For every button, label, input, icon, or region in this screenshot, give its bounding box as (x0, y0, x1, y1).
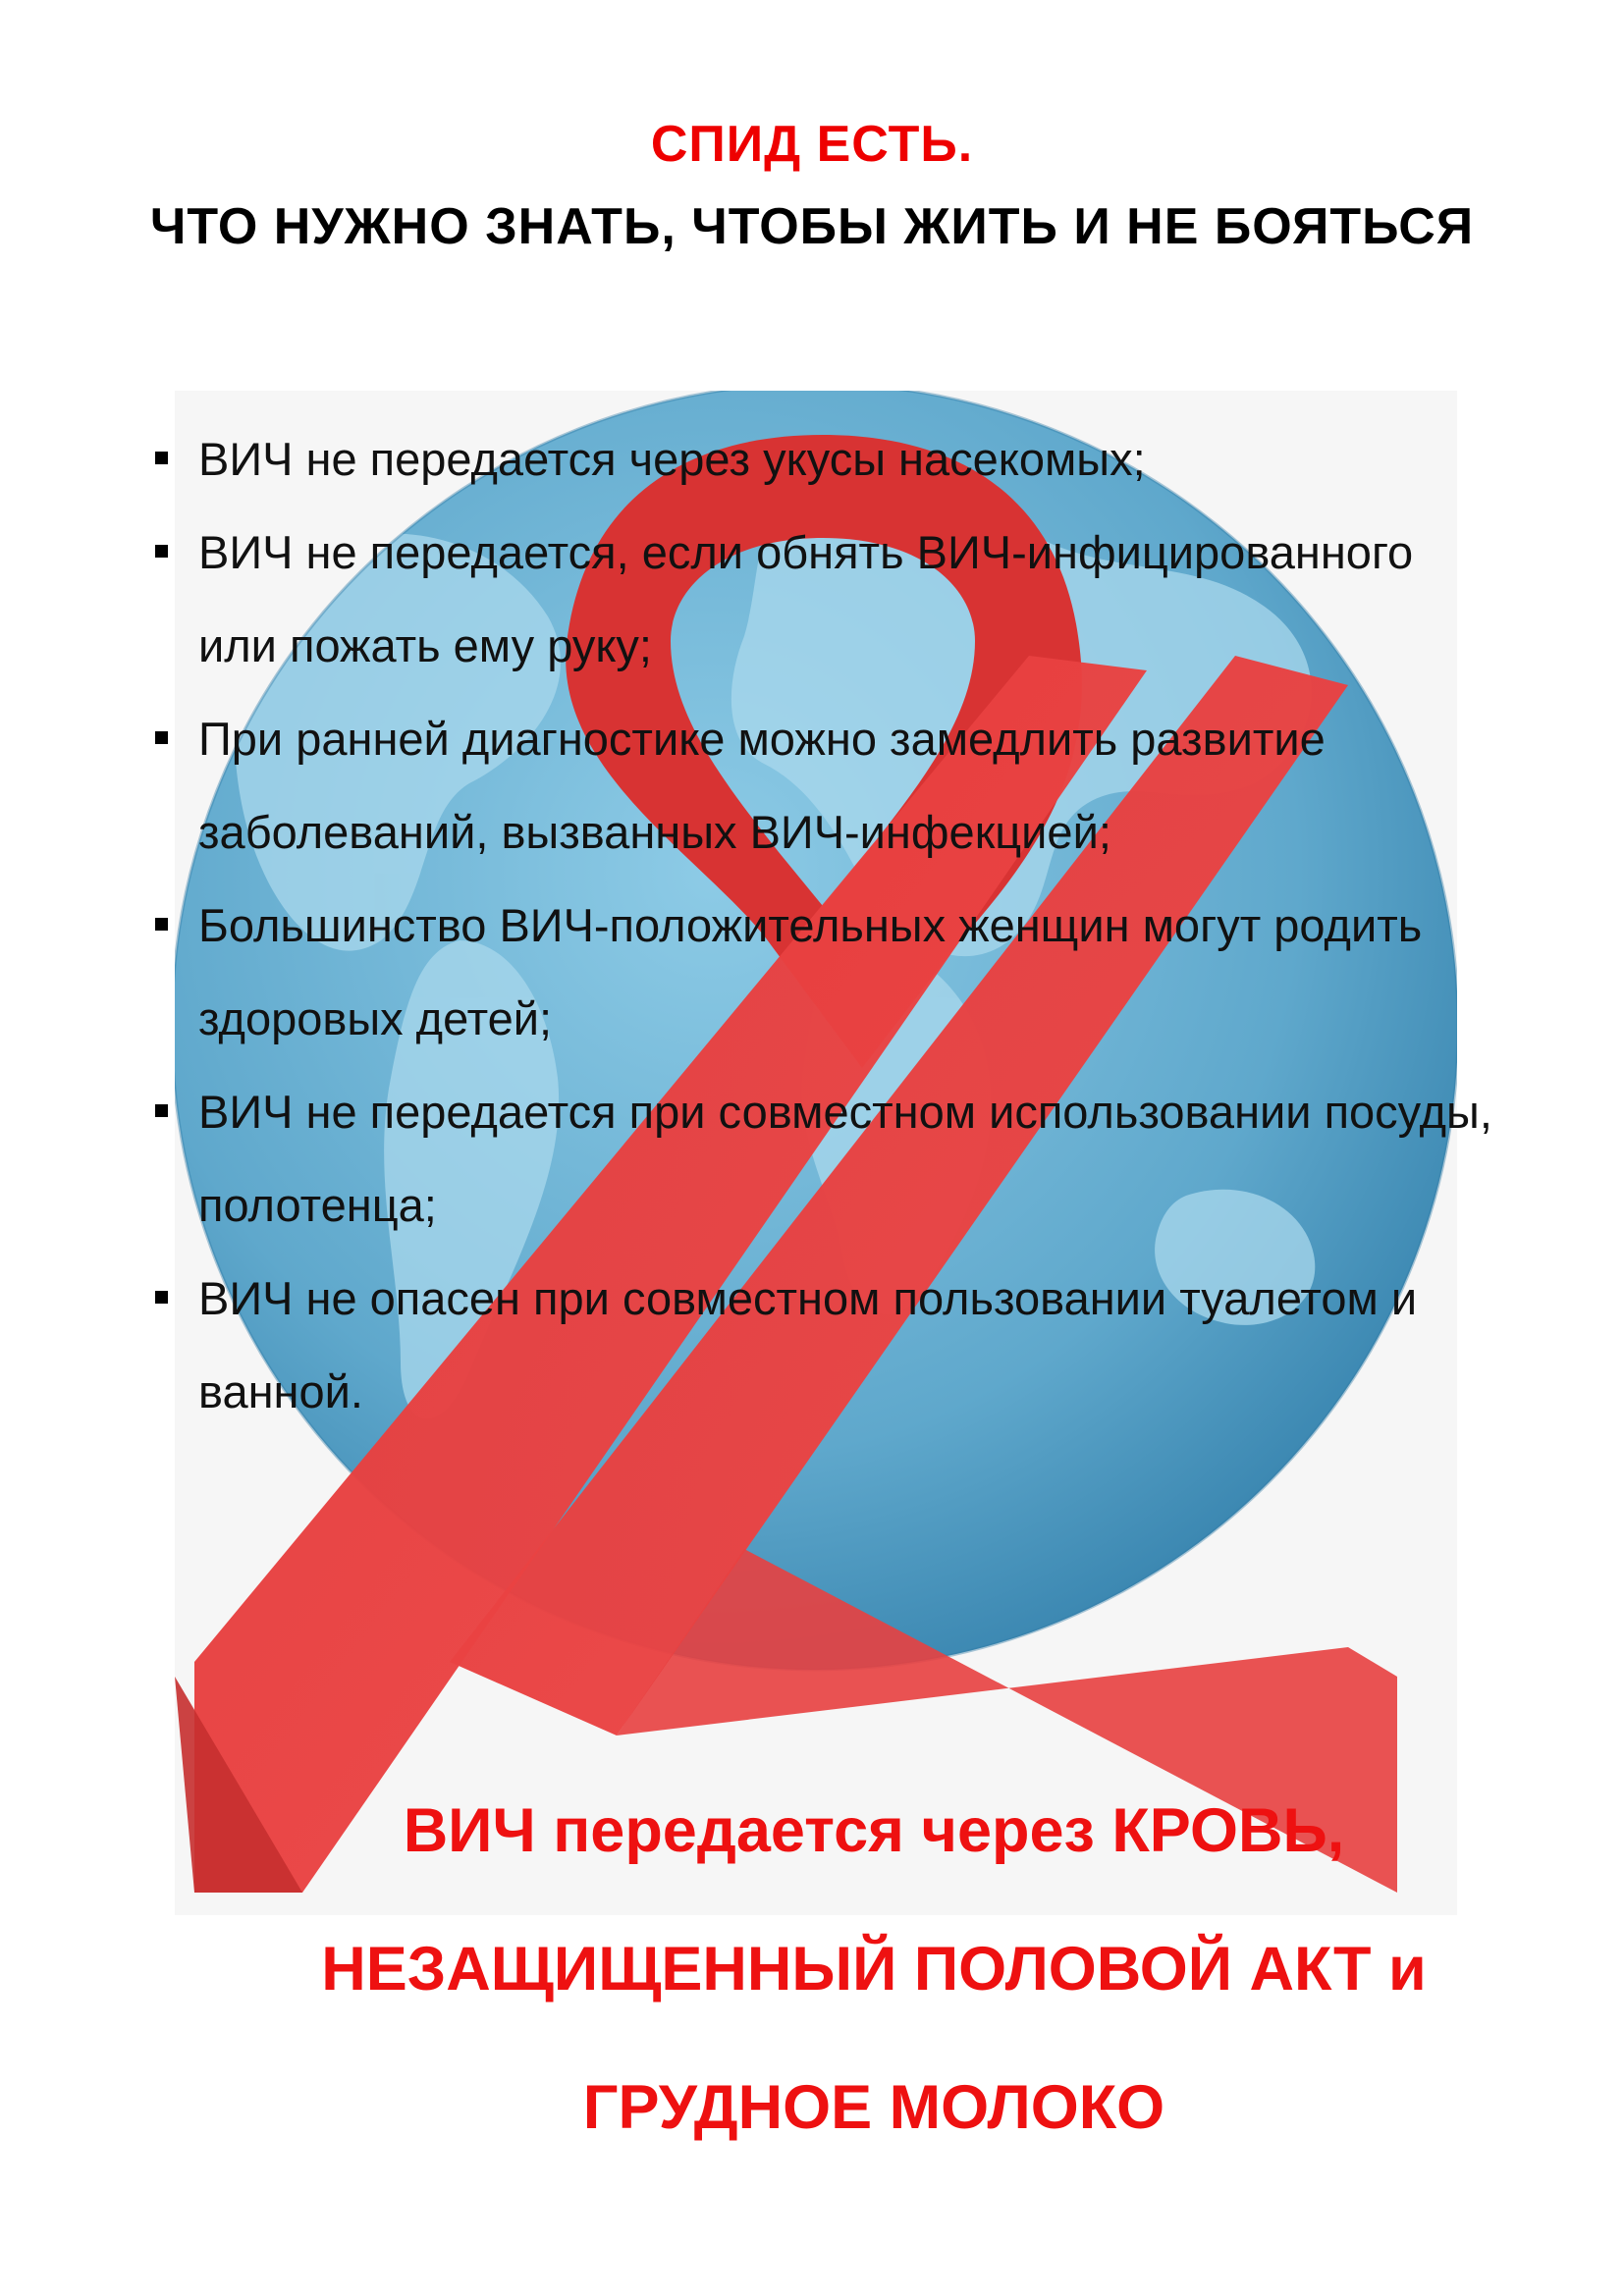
list-item-text: Большинство ВИЧ-положительных женщин могут родить здоровых детей; (198, 899, 1423, 1044)
square-bullet-icon (155, 918, 168, 931)
list-item (147, 1065, 1492, 1252)
warning-line-1: ВИЧ передается через КРОВЬ, (403, 1796, 1345, 1865)
list-item-text: ВИЧ не передается, если обнять ВИЧ-инфицированного или пожать ему руку; (198, 526, 1414, 671)
list-item (147, 412, 1492, 506)
warning-line-3: ГРУДНОЕ МОЛОКО (582, 2073, 1165, 2142)
square-bullet-icon (155, 731, 168, 744)
list-item (147, 692, 1492, 879)
list-item-text: ВИЧ не передается через укусы насекомых; (198, 433, 1146, 485)
list-item-text: ВИЧ не передается при совместном использовании посуды, полотенца; (198, 1086, 1492, 1231)
list-item (147, 1252, 1492, 1438)
list-item-text: При ранней диагностике можно замедлить развитие заболеваний, вызванных ВИЧ-инфекцией; (198, 713, 1326, 858)
poster-title-red: СПИД ЕСТЬ. (650, 116, 974, 173)
poster-title-black: ЧТО НУЖНО ЗНАТЬ, ЧТОБЫ ЖИТЬ И НЕ БОЯТЬСЯ (149, 198, 1475, 255)
square-bullet-icon (155, 1104, 168, 1117)
square-bullet-icon (155, 452, 168, 464)
list-item (147, 506, 1492, 692)
transmission-warning (245, 1762, 1502, 2177)
square-bullet-icon (155, 1291, 168, 1304)
list-item (147, 879, 1492, 1065)
square-bullet-icon (155, 545, 168, 558)
facts-list (147, 412, 1492, 1438)
poster-header (0, 103, 1624, 268)
warning-line-2: НЕЗАЩИЩЕННЫЙ ПОЛОВОЙ АКТ и (321, 1935, 1427, 2003)
list-item-text: ВИЧ не опасен при совместном пользовании туалетом и ванной. (198, 1272, 1418, 1417)
